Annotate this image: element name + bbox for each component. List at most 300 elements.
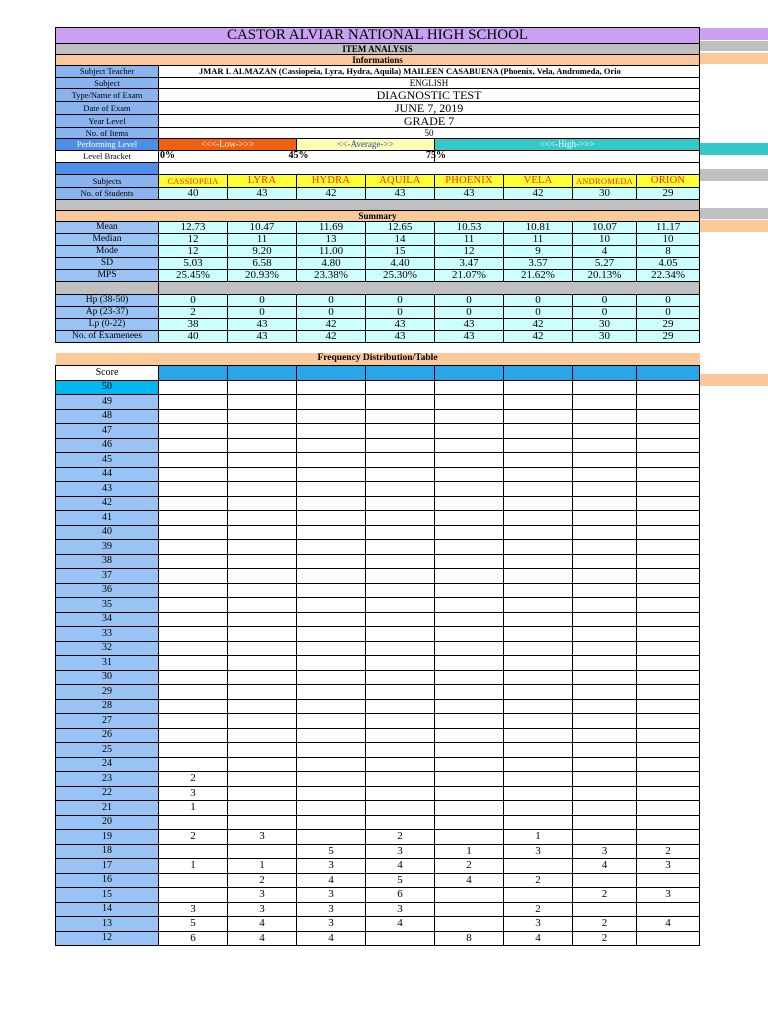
informations-header: Informations	[56, 55, 700, 66]
freq-cell: 4	[228, 931, 297, 946]
freq-cell	[504, 525, 573, 540]
freq-cell	[297, 728, 366, 743]
freq-cell	[297, 438, 366, 453]
summary-value: 22.34%	[637, 270, 700, 282]
freq-cell	[159, 525, 228, 540]
freq-cell: 3	[366, 844, 435, 859]
levels-label: Ap (23-37)	[56, 307, 159, 319]
freq-cell	[159, 757, 228, 772]
freq-cell	[159, 888, 228, 903]
freq-cell	[504, 453, 573, 468]
freq-cell: 3	[297, 888, 366, 903]
freq-header: Frequency Distribution/Table	[56, 353, 700, 366]
gap	[55, 343, 699, 353]
freq-row	[56, 496, 700, 511]
info-label: Subject	[56, 78, 159, 89]
freq-cell	[573, 670, 637, 685]
freq-row	[56, 815, 700, 830]
summary-section	[56, 222, 700, 282]
freq-cell	[159, 656, 228, 671]
freq-cell	[366, 511, 435, 526]
levels-value: 0	[297, 295, 366, 307]
freq-row	[56, 525, 700, 540]
freq-row	[56, 699, 700, 714]
freq-cell: 2	[637, 844, 700, 859]
header-band-peach	[699, 53, 768, 64]
freq-cell	[637, 598, 700, 613]
freq-cell	[504, 757, 573, 772]
freq-cell: 3	[637, 888, 700, 903]
freq-cell	[366, 786, 435, 801]
levels-label: No. of Examenees	[56, 331, 159, 343]
freq-col-header	[573, 366, 637, 381]
levels-value: 0	[573, 307, 637, 319]
freq-cell: 4	[297, 931, 366, 946]
freq-cell	[637, 554, 700, 569]
freq-cell	[159, 815, 228, 830]
freq-cell	[366, 699, 435, 714]
freq-cell: 4	[366, 859, 435, 874]
score-cell: 16	[56, 873, 159, 888]
info-label: Year Level	[56, 115, 159, 128]
freq-row	[56, 656, 700, 671]
levels-value: 43	[435, 319, 504, 331]
freq-cell	[573, 757, 637, 772]
student-count: 42	[504, 188, 573, 200]
freq-cell	[228, 685, 297, 700]
score-cell: 13	[56, 917, 159, 932]
freq-cell	[573, 801, 637, 816]
info-value: ENGLISH	[159, 78, 700, 89]
freq-row	[56, 902, 700, 917]
freq-cell	[228, 786, 297, 801]
freq-cell	[366, 540, 435, 555]
info-value: GRADE 7	[159, 115, 700, 128]
info-value: DIAGNOSTIC TEST	[159, 89, 700, 102]
levels-value: 30	[573, 331, 637, 343]
freq-cell	[435, 598, 504, 613]
freq-row	[56, 859, 700, 874]
score-cell: 37	[56, 569, 159, 584]
section-orion: ORION	[637, 175, 700, 188]
freq-cell: 4	[637, 917, 700, 932]
levels-value: 38	[159, 319, 228, 331]
bracket-75: 75%	[426, 150, 446, 161]
freq-cell: 3	[573, 844, 637, 859]
section-andromeda: ANDROMEDA	[573, 175, 637, 188]
subjects-label: Subjects	[56, 175, 159, 188]
freq-col-header	[366, 366, 435, 381]
freq-cell	[159, 685, 228, 700]
section-vela: VELA	[504, 175, 573, 188]
summary-label: Median	[56, 234, 159, 246]
freq-row	[56, 511, 700, 526]
header-band-purple	[699, 28, 768, 40]
freq-cell	[637, 525, 700, 540]
freq-cell	[504, 612, 573, 627]
freq-cell	[228, 583, 297, 598]
levels-section	[56, 295, 700, 343]
info-value: 50	[159, 128, 700, 139]
freq-cell	[435, 511, 504, 526]
freq-cell	[228, 728, 297, 743]
freq-cell	[366, 757, 435, 772]
freq-cell	[573, 743, 637, 758]
freq-cell	[297, 569, 366, 584]
summary-value: 12	[159, 246, 228, 258]
info-row	[56, 78, 700, 89]
summary-value: 15	[366, 246, 435, 258]
score-cell: 48	[56, 409, 159, 424]
freq-cell	[297, 598, 366, 613]
freq-cell	[228, 844, 297, 859]
freq-cell	[573, 540, 637, 555]
levels-value: 0	[228, 307, 297, 319]
freq-cell	[637, 873, 700, 888]
freq-cell	[637, 772, 700, 787]
freq-cell	[435, 467, 504, 482]
freq-cell	[573, 598, 637, 613]
freq-cell	[573, 830, 637, 845]
freq-cell	[504, 598, 573, 613]
levels-value: 0	[637, 307, 700, 319]
score-cell: 23	[56, 772, 159, 787]
freq-cell	[504, 641, 573, 656]
score-cell: 26	[56, 728, 159, 743]
freq-cell: 2	[573, 931, 637, 946]
freq-cell	[297, 554, 366, 569]
freq-cell	[435, 917, 504, 932]
summary-value: 8	[637, 246, 700, 258]
high-band-ext	[699, 143, 768, 155]
freq-cell	[573, 656, 637, 671]
freq-cell	[504, 583, 573, 598]
freq-cell	[228, 598, 297, 613]
student-count: 30	[573, 188, 637, 200]
freq-cell	[435, 888, 504, 903]
freq-cell	[297, 467, 366, 482]
freq-cell	[228, 424, 297, 439]
levels-value: 0	[297, 307, 366, 319]
freq-row	[56, 844, 700, 859]
freq-cell	[297, 830, 366, 845]
bracket-45: 45%	[288, 150, 309, 161]
freq-cell	[637, 685, 700, 700]
summary-value: 12	[435, 246, 504, 258]
score-cell: 22	[56, 786, 159, 801]
frequency-table	[55, 353, 700, 946]
freq-cell	[573, 511, 637, 526]
freq-cell	[228, 612, 297, 627]
freq-cell: 3	[228, 830, 297, 845]
levels-value: 0	[366, 307, 435, 319]
summary-header: Summary	[56, 211, 700, 222]
freq-cell	[504, 380, 573, 395]
level-high: <<<-High->>>	[435, 139, 700, 151]
score-cell: 27	[56, 714, 159, 729]
freq-cell: 3	[159, 786, 228, 801]
freq-cell: 6	[159, 931, 228, 946]
freq-cell	[366, 424, 435, 439]
score-cell: 50	[56, 380, 159, 395]
summary-value: 20.93%	[228, 270, 297, 282]
freq-cell	[504, 801, 573, 816]
freq-cell	[573, 554, 637, 569]
score-cell: 40	[56, 525, 159, 540]
level-bracket-high	[435, 151, 700, 163]
summary-row	[56, 246, 700, 258]
summary-value: 11	[435, 234, 504, 246]
freq-cell	[366, 467, 435, 482]
freq-cell	[637, 815, 700, 830]
freq-cell	[637, 380, 700, 395]
freq-cell	[297, 772, 366, 787]
summary-value: 9	[504, 246, 573, 258]
freq-cell	[366, 714, 435, 729]
score-cell: 44	[56, 467, 159, 482]
freq-cell: 1	[159, 859, 228, 874]
freq-cell	[573, 467, 637, 482]
summary-value: 9.20	[228, 246, 297, 258]
subjects-row	[56, 175, 700, 188]
freq-cell	[435, 641, 504, 656]
levels-value: 42	[504, 319, 573, 331]
freq-cell	[228, 380, 297, 395]
freq-cell	[159, 627, 228, 642]
freq-cell	[366, 772, 435, 787]
info-label: No. of Items	[56, 128, 159, 139]
freq-cell	[297, 699, 366, 714]
freq-cell	[435, 801, 504, 816]
freq-cell	[435, 453, 504, 468]
summary-value: 14	[366, 234, 435, 246]
freq-cell	[159, 728, 228, 743]
freq-cell	[637, 467, 700, 482]
summary-value: 11	[504, 234, 573, 246]
summary-value: 25.30%	[366, 270, 435, 282]
levels-row	[56, 331, 700, 343]
freq-cell: 2	[573, 888, 637, 903]
freq-row	[56, 743, 700, 758]
summary-value: 21.62%	[504, 270, 573, 282]
freq-cell	[435, 496, 504, 511]
freq-cell	[435, 424, 504, 439]
freq-row	[56, 453, 700, 468]
freq-col-header	[297, 366, 366, 381]
freq-cell	[297, 453, 366, 468]
freq-cell	[637, 583, 700, 598]
levels-value: 40	[159, 331, 228, 343]
freq-cell	[297, 786, 366, 801]
freq-cell	[366, 743, 435, 758]
info-row	[56, 128, 700, 139]
freq-cell	[637, 641, 700, 656]
summary-value: 10.81	[504, 222, 573, 234]
score-cell: 18	[56, 844, 159, 859]
freq-row	[56, 801, 700, 816]
freq-cell	[504, 656, 573, 671]
freq-cell: 3	[297, 859, 366, 874]
freq-cell	[297, 380, 366, 395]
freq-cell	[228, 482, 297, 497]
freq-col-header	[504, 366, 573, 381]
freq-cell	[637, 424, 700, 439]
score-cell: 41	[56, 511, 159, 526]
freq-row	[56, 438, 700, 453]
performing-level-label: Performing Level	[56, 139, 159, 151]
summary-value: 3.57	[504, 258, 573, 270]
school-title: CASTOR ALVIAR NATIONAL HIGH SCHOOL	[56, 28, 700, 44]
freq-cell	[637, 511, 700, 526]
freq-row	[56, 424, 700, 439]
freq-row	[56, 757, 700, 772]
summary-value: 10.47	[228, 222, 297, 234]
score-cell: 29	[56, 685, 159, 700]
freq-cell: 3	[228, 888, 297, 903]
freq-cell	[435, 409, 504, 424]
section-phoenix: PHOENIX	[435, 175, 504, 188]
levels-row	[56, 307, 700, 319]
freq-cell	[435, 699, 504, 714]
freq-cell	[435, 583, 504, 598]
score-cell: 38	[56, 554, 159, 569]
freq-cell	[159, 467, 228, 482]
freq-cell	[573, 395, 637, 410]
freq-cell	[228, 801, 297, 816]
freq-cell	[435, 786, 504, 801]
freq-cell	[366, 482, 435, 497]
freq-cell	[366, 801, 435, 816]
freq-cell	[297, 511, 366, 526]
freq-cell	[573, 627, 637, 642]
score-cell: 47	[56, 424, 159, 439]
freq-cell	[504, 728, 573, 743]
freq-cell	[435, 569, 504, 584]
info-row	[56, 89, 700, 102]
freq-cell	[504, 772, 573, 787]
freq-cell	[435, 482, 504, 497]
info-row	[56, 102, 700, 115]
score-cell: 36	[56, 583, 159, 598]
score-cell: 17	[56, 859, 159, 874]
freq-cell	[159, 699, 228, 714]
freq-cell	[159, 511, 228, 526]
freq-row	[56, 612, 700, 627]
freq-cell	[366, 656, 435, 671]
levels-value: 2	[159, 307, 228, 319]
summary-value: 4.80	[297, 258, 366, 270]
freq-cell	[228, 395, 297, 410]
freq-cell	[228, 699, 297, 714]
freq-cell	[366, 569, 435, 584]
levels-value: 0	[573, 295, 637, 307]
section-aquila: AQUILA	[366, 175, 435, 188]
summary-value: 12.73	[159, 222, 228, 234]
freq-cell	[504, 743, 573, 758]
students-row	[56, 188, 700, 200]
freq-cell	[435, 438, 504, 453]
summary-value: 6.58	[228, 258, 297, 270]
freq-cell	[366, 612, 435, 627]
score-cell: 32	[56, 641, 159, 656]
freq-row	[56, 380, 700, 395]
freq-cell	[504, 511, 573, 526]
gray-band-ext-2	[699, 208, 768, 219]
levels-value: 43	[435, 331, 504, 343]
freq-cell	[435, 525, 504, 540]
freq-row	[56, 482, 700, 497]
score-cell: 24	[56, 757, 159, 772]
score-cell: 39	[56, 540, 159, 555]
freq-cell	[435, 627, 504, 642]
freq-cell: 3	[504, 844, 573, 859]
score-cell: 43	[56, 482, 159, 497]
header-band-gray	[699, 41, 768, 51]
freq-cell: 2	[435, 859, 504, 874]
freq-cell: 3	[366, 902, 435, 917]
freq-cell	[573, 714, 637, 729]
score-cell: 20	[56, 815, 159, 830]
summary-value: 10	[573, 234, 637, 246]
freq-cell	[504, 714, 573, 729]
freq-cell	[504, 859, 573, 874]
freq-cell	[228, 554, 297, 569]
freq-row	[56, 409, 700, 424]
freq-cell	[573, 612, 637, 627]
freq-cell	[297, 641, 366, 656]
freq-cell: 2	[504, 873, 573, 888]
summary-value: 12	[159, 234, 228, 246]
levels-value: 0	[504, 307, 573, 319]
freq-cell	[297, 743, 366, 758]
freq-cell	[228, 438, 297, 453]
freq-cell	[159, 873, 228, 888]
summary-value: 23.38%	[297, 270, 366, 282]
student-count: 42	[297, 188, 366, 200]
freq-row	[56, 728, 700, 743]
freq-cell: 1	[504, 830, 573, 845]
freq-cell	[637, 931, 700, 946]
freq-cell	[297, 801, 366, 816]
freq-cell	[435, 670, 504, 685]
score-cell: 42	[56, 496, 159, 511]
freq-cell	[435, 612, 504, 627]
freq-cell	[435, 772, 504, 787]
freq-cell	[159, 380, 228, 395]
freq-cell	[573, 569, 637, 584]
freq-cell	[159, 598, 228, 613]
summary-value: 11	[228, 234, 297, 246]
score-cell: 25	[56, 743, 159, 758]
summary-value: 20.13%	[573, 270, 637, 282]
freq-cell	[297, 612, 366, 627]
summary-value: 5.27	[573, 258, 637, 270]
freq-cell	[159, 424, 228, 439]
levels-value: 30	[573, 319, 637, 331]
freq-cell	[228, 641, 297, 656]
freq-cell	[228, 815, 297, 830]
freq-cell	[435, 656, 504, 671]
level-bracket-avg	[297, 150, 446, 163]
summary-row	[56, 222, 700, 234]
freq-cell: 3	[228, 902, 297, 917]
freq-cell	[159, 612, 228, 627]
report-title: ITEM ANALYSIS	[56, 44, 700, 55]
student-count: 43	[366, 188, 435, 200]
freq-cell	[297, 670, 366, 685]
freq-row	[56, 685, 700, 700]
summary-label: Mode	[56, 246, 159, 258]
